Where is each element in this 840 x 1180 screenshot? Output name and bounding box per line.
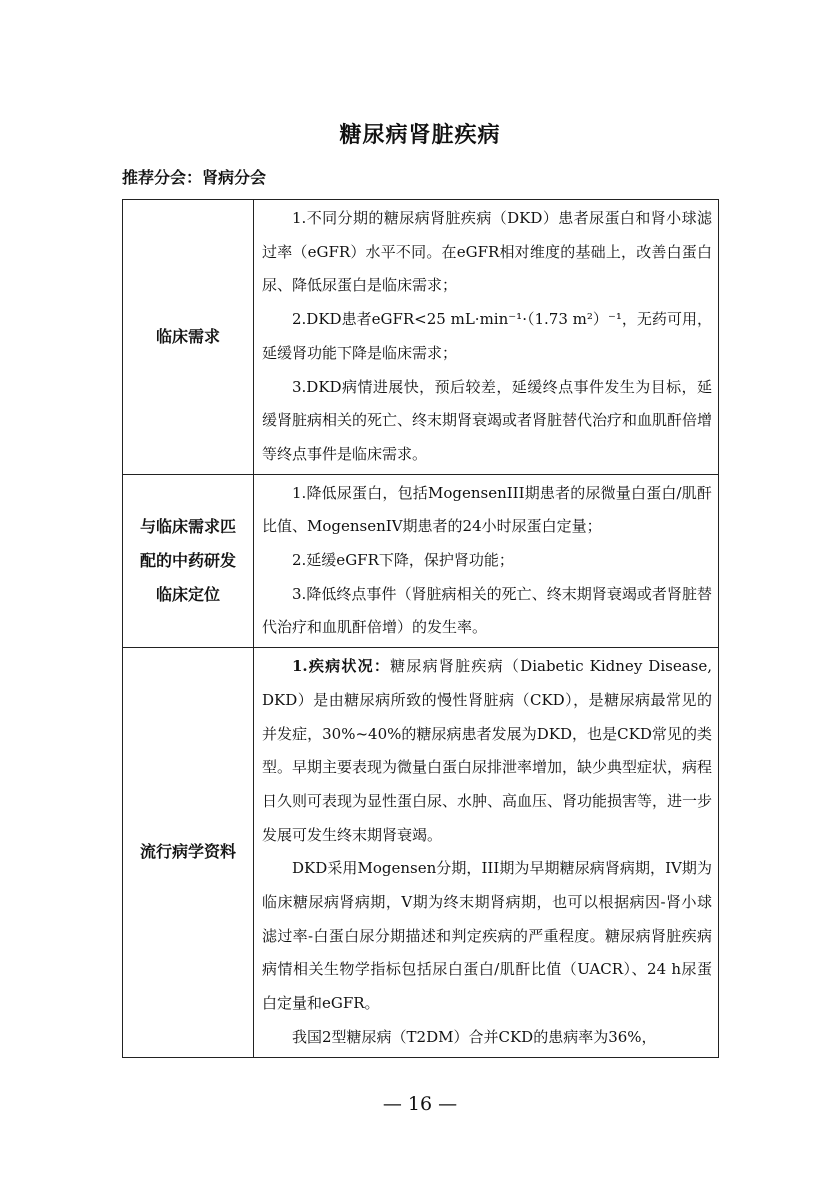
document-title: 糖尿病肾脏疾病 — [339, 123, 501, 148]
paragraph: 2.DKD患者eGFR<25 mL·min⁻¹·（1.73 m²）⁻¹，无药可用，延缓肾功能下降是临床需求； — [262, 310, 712, 362]
label-line: 配的中药研发 — [139, 550, 236, 570]
paragraph: DKD采用Mogensen分期，III期为早期糖尿病肾病期，IV期为临床糖尿病肾病期，V期为终末期肾病期，也可以根据病因-肾小球滤过率-白蛋白尿分期描述和判定疾病的严重程度。糖尿病肾脏疾病病情相关生物学指标包括尿白蛋白/肌酐比值（UACR）、24 h尿蛋白定量和eGFR。 — [262, 859, 712, 1013]
paragraph-text: 糖尿病肾脏疾病（Diabetic Kidney Disease, DKD）是由糖尿病所致的慢性肾脏病（CKD），是糖尿病最常见的并发症，30%~40%的糖尿病患者发展为DKD，也是CKD常见的类型。早期主要表现为微量白蛋白尿排泄率增加，缺少典型症状，病程日久则可表现为显性蛋白尿、水肿、高血压、肾功能损害等，进一步发展可发生终末期肾衰竭。 — [262, 657, 713, 844]
content-table — [122, 199, 719, 1058]
label-line: 与临床需求匹 — [139, 516, 236, 536]
table-row-positioning — [123, 474, 719, 648]
label-line: 临床定位 — [155, 584, 220, 604]
paragraph: 1.降低尿蛋白，包括MogensenIII期患者的尿微量白蛋白/肌酐比值、MogensenIV期患者的24小时尿蛋白定量； — [262, 483, 712, 536]
paragraph: 2.延缓eGFR下降，保护肾功能； — [292, 551, 514, 570]
row-label-positioning — [123, 474, 254, 648]
row-label-clinical-need: 临床需求 — [123, 200, 254, 475]
row-content-positioning — [254, 474, 719, 648]
row-content-clinical-need — [254, 200, 719, 475]
row-content-epidemiology — [254, 648, 719, 1057]
paragraph: 3.降低终点事件（肾脏病相关的死亡、终末期肾衰竭或者肾脏替代治疗和血肌酐倍增）的发生率。 — [262, 584, 712, 637]
recommending-branch: 推荐分会：肾病分会 — [122, 168, 267, 187]
row-label-epidemiology: 流行病学资料 — [123, 648, 254, 1057]
paragraph — [262, 650, 712, 852]
paragraph: 1.不同分期的糖尿病肾脏疾病（DKD）患者尿蛋白和肾小球滤过率（eGFR）水平不同。在eGFR相对维度的基础上，改善白蛋白尿、降低尿蛋白是临床需求； — [262, 209, 712, 295]
page-number: — 16 — — [382, 1093, 458, 1115]
paragraph: 我国2型糖尿病（T2DM）合并CKD的患病率为36%， — [292, 1027, 657, 1046]
paragraph-lead: 1.疾病状况： — [292, 657, 391, 676]
table-row-epidemiology — [123, 648, 719, 1057]
table-row-clinical-need — [123, 200, 719, 475]
paragraph: 3.DKD病情进展快，预后较差，延缓终点事件发生为目标，延缓肾脏病相关的死亡、终末期肾衰竭或者肾脏替代治疗和血肌酐倍增等终点事件是临床需求。 — [262, 377, 713, 463]
